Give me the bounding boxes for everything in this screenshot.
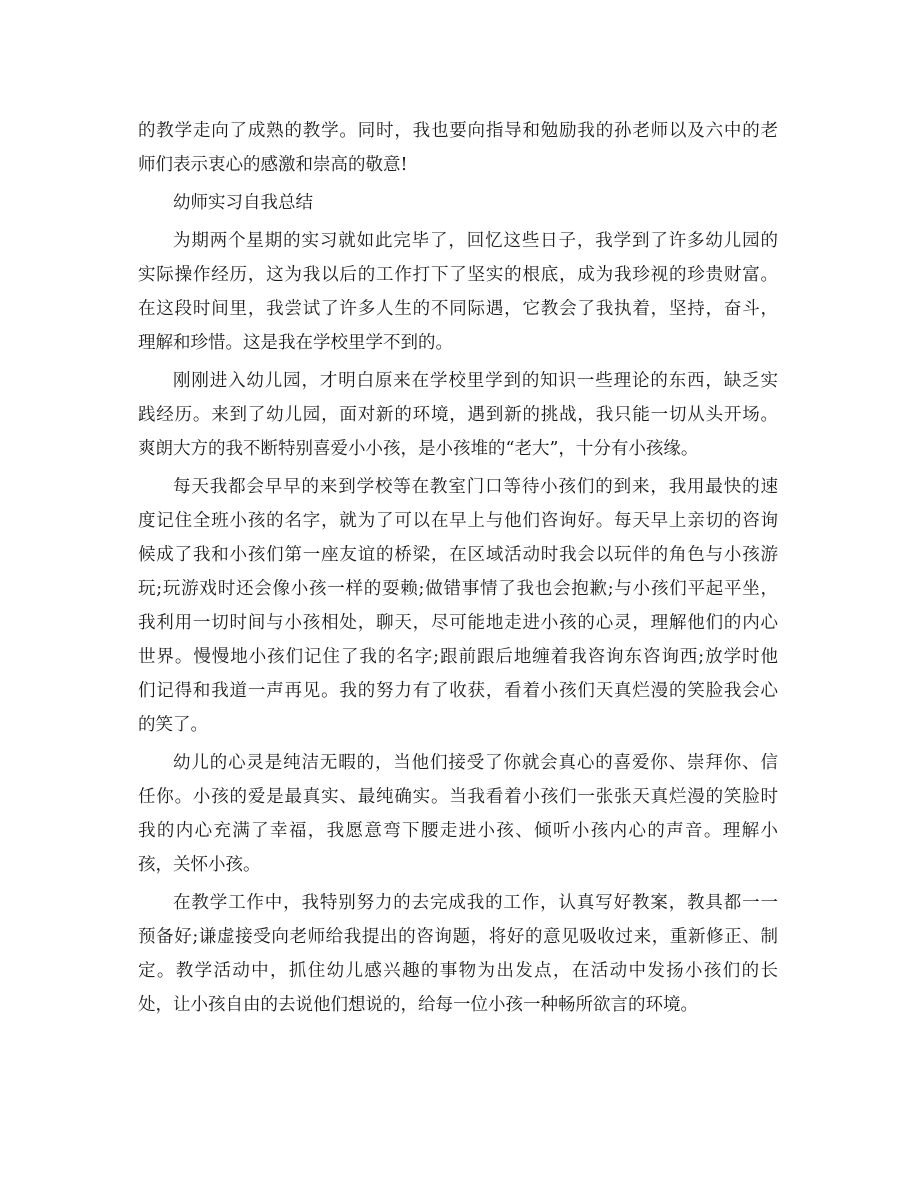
text-line: 的教学走向了成熟的教学。同时，我也要向指导和勉励我的孙老师以及六中的老 <box>138 121 778 141</box>
text-line: 幼儿的心灵是纯洁无暇的，当他们接受了你就会真心的喜爱你、崇拜你、信 <box>173 753 778 773</box>
text-line: 的笑了。 <box>138 715 208 735</box>
section-title <box>138 186 778 220</box>
text-line: 处，让小孩自由的去说他们想说的，给每一位小孩一种畅所欲言的环境。 <box>138 995 698 1015</box>
text-line: 预备好;谦虚接受向老师给我提出的咨询题，将好的意见吸收过来，重新修正、制 <box>138 927 778 947</box>
text-line: 理解和珍惜。这是我在学校里学不到的。 <box>138 333 453 353</box>
text-line: 在这段时间里，我尝试了许多人生的不同际遇，它教会了我执着，坚持，奋斗， <box>138 299 778 319</box>
paragraph <box>138 470 778 742</box>
text-line: 孩，关怀小孩。 <box>138 855 261 875</box>
text-line: 每天我都会早早的来到学校等在教室门口等待小孩们的到来，我用最快的速 <box>173 477 778 497</box>
text-line: 爽朗大方的我不断特别喜爱小小孩，是小孩堆的“老大”，十分有小孩缘。 <box>138 439 699 459</box>
text-line: 为期两个星期的实习就如此完毕了，回忆这些日子，我学到了许多幼儿园的 <box>173 231 778 251</box>
text-line: 们记得和我道一声再见。我的努力有了收获，看着小孩们天真烂漫的笑脸我会心 <box>138 681 778 701</box>
text-line: 任你。小孩的爱是最真实、最纯确实。当我看着小孩们一张张天真烂漫的笑脸时 <box>138 787 778 807</box>
text-line: 师们表示衷心的感激和崇高的敬意! <box>138 155 408 175</box>
text-line: 世界。慢慢地小孩们记住了我的名字;跟前跟后地缠着我咨询东咨询西;放学时他 <box>138 647 778 667</box>
section-title-text: 幼师实习自我总结 <box>173 193 313 213</box>
paragraph <box>138 224 778 360</box>
text-line: 定。教学活动中，抓住幼儿感兴趣的事物为出发点，在活动中发扬小孩们的长 <box>138 961 778 981</box>
paragraph <box>138 746 778 882</box>
paragraph <box>138 886 778 1022</box>
text-line: 我的内心充满了幸福，我愿意弯下腰走进小孩、倾听小孩内心的声音。理解小 <box>138 821 778 841</box>
document-body <box>138 114 778 1022</box>
text-line: 我利用一切时间与小孩相处，聊天，尽可能地走进小孩的心灵，理解他们的内心 <box>138 613 778 633</box>
paragraph-continuation <box>138 114 778 182</box>
text-line: 在教学工作中，我特别努力的去完成我的工作，认真写好教案，教具都一一 <box>173 893 778 913</box>
text-line: 候成了我和小孩们第一座友谊的桥梁，在区域活动时我会以玩伴的角色与小孩游 <box>138 545 778 565</box>
text-line: 践经历。来到了幼儿园，面对新的环境，遇到新的挑战，我只能一切从头开场。 <box>138 405 778 425</box>
text-line: 度记住全班小孩的名字，就为了可以在早上与他们咨询好。每天早上亲切的咨询 <box>138 511 778 531</box>
paragraph <box>138 364 778 466</box>
text-line: 实际操作经历，这为我以后的工作打下了坚实的根底，成为我珍视的珍贵财富。 <box>138 265 778 285</box>
text-line: 刚刚进入幼儿园，才明白原来在学校里学到的知识一些理论的东西，缺乏实 <box>173 371 778 391</box>
text-line: 玩;玩游戏时还会像小孩一样的耍赖;做错事情了我也会抱歉;与小孩们平起平坐， <box>138 579 778 599</box>
